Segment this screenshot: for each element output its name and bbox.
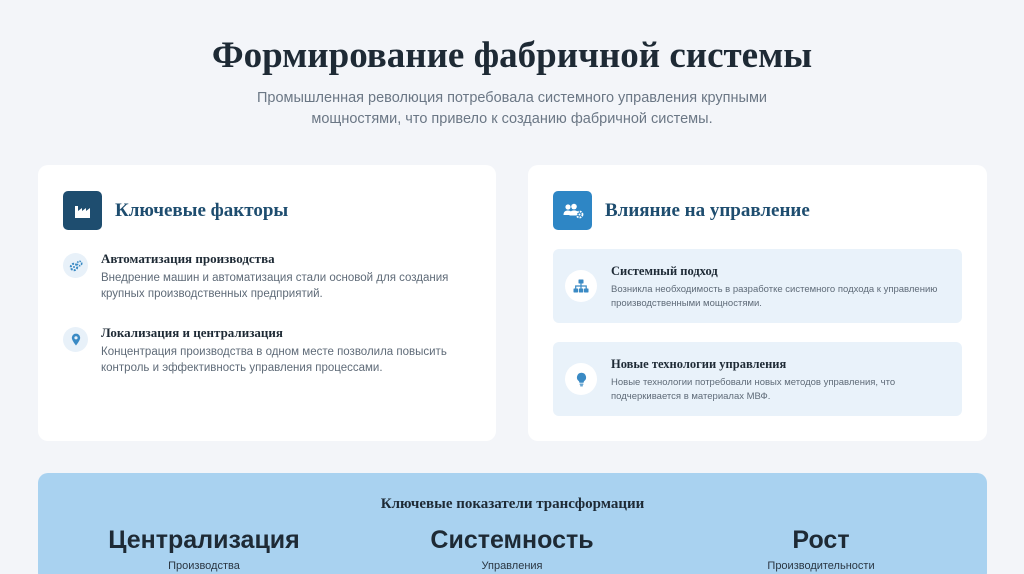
factor-title: Автоматизация производства xyxy=(101,251,275,266)
metric-item xyxy=(387,526,637,572)
factor-description: Концентрация производства в одном месте позволила повысить контроль и эффективность управления процессами. xyxy=(101,346,447,374)
impact-title: Новые технологии управления xyxy=(611,357,787,371)
impact-item xyxy=(553,342,962,416)
lightbulb-icon xyxy=(565,363,597,395)
impact-description: Возникла необходимость в разработке системного подхода к управлению производственными мощностями. xyxy=(611,284,938,309)
gears-icon xyxy=(63,253,88,278)
management-impact-card xyxy=(528,165,987,441)
metric-label: Производства xyxy=(168,560,240,572)
impact-description: Новые технологии потребовали новых методов управления, что подчеркивается в материалах МВФ. xyxy=(611,377,896,402)
metric-item xyxy=(79,526,329,572)
impact-title: Системный подход xyxy=(611,264,718,278)
management-impact-title: Влияние на управление xyxy=(605,199,810,221)
metric-value: Системность xyxy=(430,526,594,554)
page-title: Формирование фабричной системы xyxy=(211,35,813,76)
key-factors-title: Ключевые факторы xyxy=(115,199,289,221)
metric-item xyxy=(696,526,946,572)
users-cog-icon xyxy=(553,191,592,230)
metrics-title: Ключевые показатели трансформации xyxy=(380,496,645,512)
key-factors-header xyxy=(63,191,288,230)
impact-item xyxy=(553,249,962,323)
metric-label: Производительности xyxy=(767,560,875,572)
hierarchy-icon xyxy=(565,270,597,302)
metric-value: Рост xyxy=(792,526,850,554)
map-pin-icon xyxy=(63,327,88,352)
factory-icon xyxy=(63,191,102,230)
key-factors-card xyxy=(38,165,496,441)
metric-value: Централизация xyxy=(108,526,300,554)
page-subtitle: Промышленная революция потребовала системного управления крупными мощностями, что привело к созданию фабричной системы. xyxy=(256,90,768,127)
transformation-metrics-panel xyxy=(38,473,987,574)
factor-description: Внедрение машин и автоматизация стали основой для создания крупных производственных предприятий. xyxy=(101,272,449,300)
management-impact-header xyxy=(553,191,810,230)
metric-label: Управления xyxy=(481,560,543,572)
factor-title: Локализация и централизация xyxy=(101,325,283,340)
